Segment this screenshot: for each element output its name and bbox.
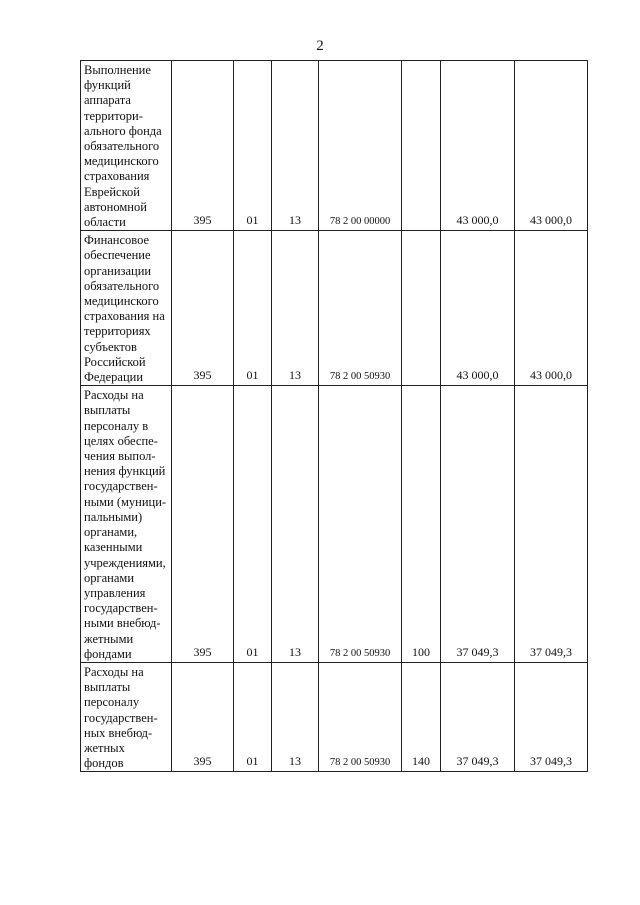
row-description: Выполнение функций аппарата территори- ального фонда обязательного медицинского страхования Еврейской автономной области xyxy=(81,61,172,231)
subsection-code: 13 xyxy=(272,662,319,771)
expense-type-code: 100 xyxy=(402,386,441,663)
amount-first: 43 000,0 xyxy=(441,231,515,386)
amount-first: 37 049,3 xyxy=(441,662,515,771)
table-row xyxy=(81,231,588,386)
amount-first: 43 000,0 xyxy=(441,61,515,231)
expense-type-code xyxy=(402,231,441,386)
amount-second: 37 049,3 xyxy=(515,386,588,663)
row-description: Расходы на выплаты персоналу государствен- ных внебюд- жетных фондов xyxy=(81,662,172,771)
expense-type-code: 140 xyxy=(402,662,441,771)
target-article-code: 78 2 00 00000 xyxy=(319,61,402,231)
subsection-code: 13 xyxy=(272,61,319,231)
ministry-code: 395 xyxy=(172,662,234,771)
subsection-code: 13 xyxy=(272,386,319,663)
target-article-code: 78 2 00 50930 xyxy=(319,662,402,771)
row-description: Расходы на выплаты персоналу в целях обеспе- чения выпол- нения функций государствен- ными (муници- пальными) органами, казенными учреждениями, органами управления государствен- ными внебюд- жетными фондами xyxy=(81,386,172,663)
section-code: 01 xyxy=(234,662,272,771)
section-code: 01 xyxy=(234,61,272,231)
target-article-code: 78 2 00 50930 xyxy=(319,386,402,663)
subsection-code: 13 xyxy=(272,231,319,386)
table-row xyxy=(81,662,588,771)
table-row xyxy=(81,386,588,663)
section-code: 01 xyxy=(234,231,272,386)
expense-type-code xyxy=(402,61,441,231)
amount-second: 37 049,3 xyxy=(515,662,588,771)
amount-first: 37 049,3 xyxy=(441,386,515,663)
table-row xyxy=(81,61,588,231)
ministry-code: 395 xyxy=(172,231,234,386)
ministry-code: 395 xyxy=(172,386,234,663)
page-number: 2 xyxy=(316,38,324,54)
budget-table xyxy=(80,60,588,772)
section-code: 01 xyxy=(234,386,272,663)
amount-second: 43 000,0 xyxy=(515,231,588,386)
ministry-code: 395 xyxy=(172,61,234,231)
amount-second: 43 000,0 xyxy=(515,61,588,231)
row-description: Финансовое обеспечение организации обязательного медицинского страхования на территориях субъектов Российской Федерации xyxy=(81,231,172,386)
target-article-code: 78 2 00 50930 xyxy=(319,231,402,386)
